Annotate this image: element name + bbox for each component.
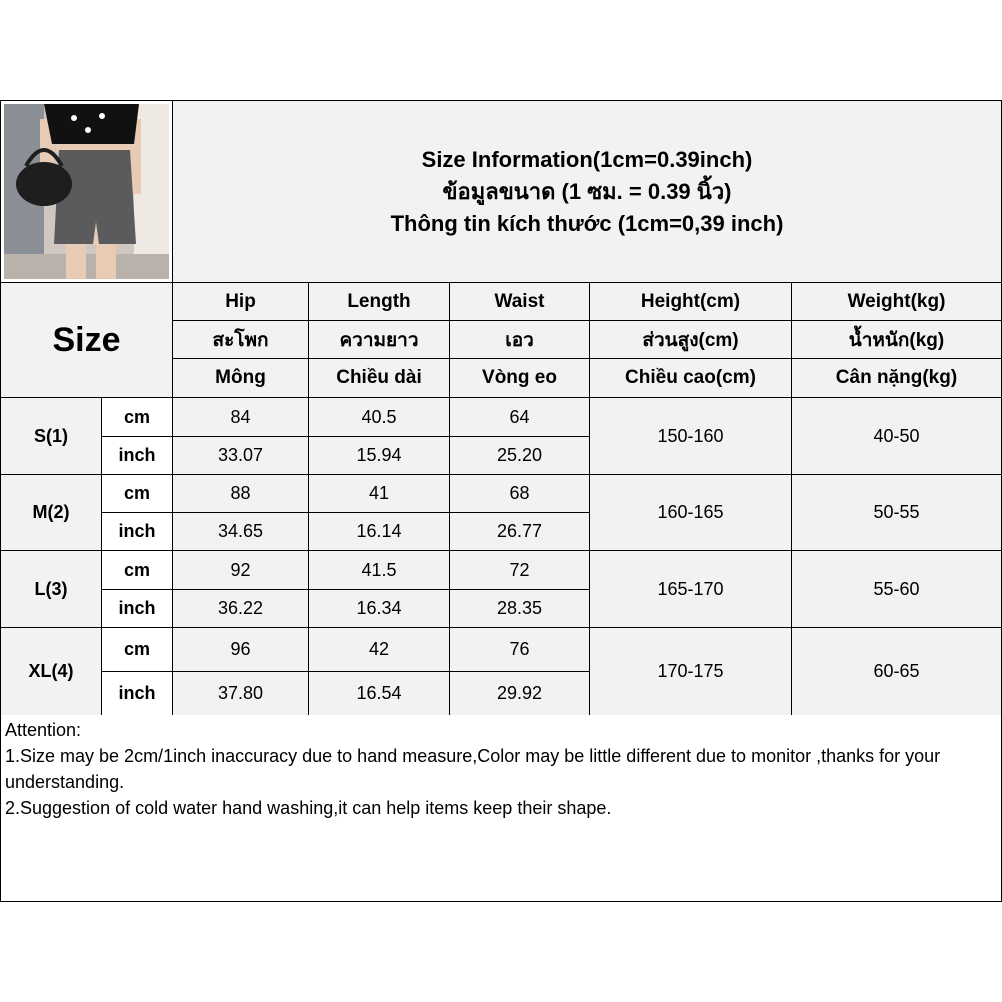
unit-cm: cm [101,627,173,672]
unit-inch: inch [101,436,173,475]
cell-xl-hip-cm: 96 [172,627,309,672]
cell-l-hip-cm: 92 [172,550,309,590]
note-item: 1.Size may be 2cm/1inch inaccuracy due to hand measure,Color may be little different due to monitor ,thanks for your understanding. [5,746,941,792]
col-header-hip-vi: Mông [172,358,309,398]
cell-m-length-inch: 16.14 [308,512,450,551]
cell-s-weight: 40-50 [791,397,1002,475]
cell-s-waist-inch: 25.20 [449,436,590,475]
title-line-vi: Thông tin kích thước (1cm=0,39 inch) [390,210,784,236]
col-header-weight-en: Weight(kg) [791,282,1002,321]
cell-m-waist-cm: 68 [449,474,590,513]
cell-m-hip-inch: 34.65 [172,512,309,551]
col-header-length-vi: Chiều dài [308,358,450,398]
unit-cm: cm [101,474,173,513]
unit-inch: inch [101,589,173,628]
cell-m-height: 160-165 [589,474,792,551]
attention-notes [0,715,1002,902]
unit-inch: inch [101,512,173,551]
cell-s-hip-inch: 33.07 [172,436,309,475]
cell-l-length-inch: 16.34 [308,589,450,628]
cell-m-waist-inch: 26.77 [449,512,590,551]
cell-s-hip-cm: 84 [172,397,309,437]
col-header-length-en: Length [308,282,450,321]
unit-cm: cm [101,550,173,590]
cell-m-hip-cm: 88 [172,474,309,513]
cell-xl-height: 170-175 [589,627,792,716]
col-header-height-th: ส่วนสูง(cm) [589,320,792,359]
cell-l-waist-cm: 72 [449,550,590,590]
cell-l-height: 165-170 [589,550,792,628]
col-header-hip-en: Hip [172,282,309,321]
col-header-hip-th: สะโพก [172,320,309,359]
unit-inch: inch [101,671,173,716]
col-header-height-en: Height(cm) [589,282,792,321]
size-header: Size [0,282,173,398]
notes-heading: Attention: [5,720,82,740]
cell-m-length-cm: 41 [308,474,450,513]
title-line-en: Size Information(1cm=0.39inch) [421,146,753,172]
cell-xl-hip-inch: 37.80 [172,671,309,716]
cell-s-waist-cm: 64 [449,397,590,437]
chart-title [172,100,1002,283]
size-label-xl: XL(4) [0,627,102,716]
size-label-l: L(3) [0,550,102,628]
cell-l-waist-inch: 28.35 [449,589,590,628]
cell-l-length-cm: 41.5 [308,550,450,590]
title-line-th: ข้อมูลขนาด (1 ซม. = 0.39 นิ้ว) [442,178,732,204]
cell-l-hip-inch: 36.22 [172,589,309,628]
cell-xl-waist-inch: 29.92 [449,671,590,716]
size-label-s: S(1) [0,397,102,475]
cell-s-length-cm: 40.5 [308,397,450,437]
col-header-height-vi: Chiều cao(cm) [589,358,792,398]
size-label-m: M(2) [0,474,102,551]
product-photo [0,100,173,283]
cell-s-height: 150-160 [589,397,792,475]
cell-xl-length-cm: 42 [308,627,450,672]
unit-cm: cm [101,397,173,437]
col-header-weight-vi: Cân nặng(kg) [791,358,1002,398]
col-header-waist-en: Waist [449,282,590,321]
col-header-waist-th: เอว [449,320,590,359]
col-header-weight-th: น้ำหนัก(kg) [791,320,1002,359]
cell-m-weight: 50-55 [791,474,1002,551]
product-photo-image [4,104,169,279]
cell-xl-weight: 60-65 [791,627,1002,716]
cell-xl-length-inch: 16.54 [308,671,450,716]
col-header-length-th: ความยาว [308,320,450,359]
cell-xl-waist-cm: 76 [449,627,590,672]
size-chart [0,100,1002,902]
note-item: 2.Suggestion of cold water hand washing,it can help items keep their shape. [5,798,612,818]
col-header-waist-vi: Vòng eo [449,358,590,398]
cell-l-weight: 55-60 [791,550,1002,628]
cell-s-length-inch: 15.94 [308,436,450,475]
